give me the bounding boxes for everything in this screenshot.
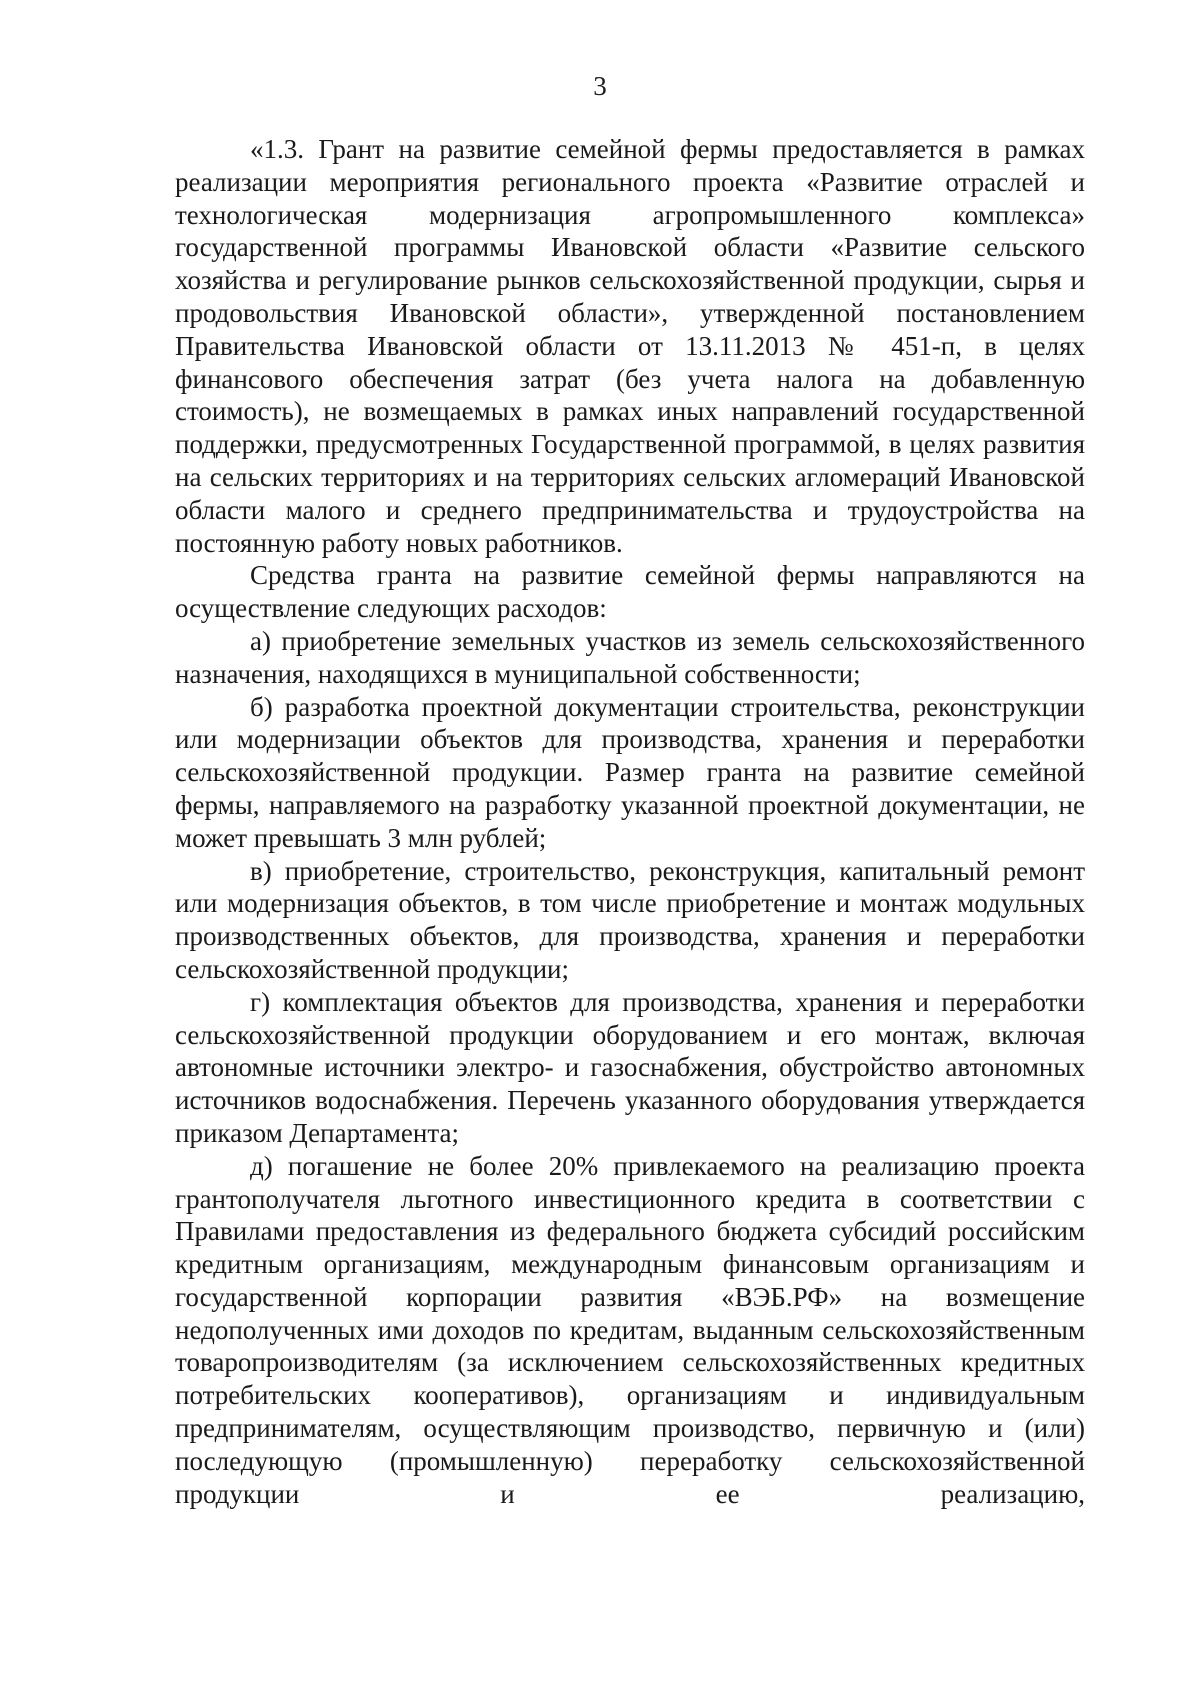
- document-body: [175, 133, 1085, 1510]
- paragraph-grant-expenses-intro: Средства гранта на развитие семейной фермы направляются на осуществление следующих расходов:: [175, 560, 1085, 624]
- list-item-a: а) приобретение земельных участков из земель сельскохозяйственного назначения, находящихся в муниципальной собственности;: [175, 625, 1085, 689]
- list-item-g: г) комплектация объектов для производства, хранения и переработки сельскохозяйственной продукции оборудованием и его монтаж, включая автономные источники электро- и газоснабжения, обустройство автономных источников водоснабжения. Перечень указанного оборудования утверждается приказом Департамента;: [175, 986, 1085, 1148]
- paragraph-1-3-grant-purpose: «1.3. Грант на развитие семейной фермы предоставляется в рамках реализации мероприятия регионального проекта «Развитие отраслей и технологическая модернизация агропромышленного комплекса» государственной программы Ивановской области «Развитие сельского хозяйства и регулирование рынков сельскохозяйственной продукции, сырья и продовольствия Ивановской области», утвержденной постановлением Правительства Ивановской области от 13.11.2013 № 451-п, в целях финансового обеспечения затрат (без учета налога на добавленную стоимость), не возмещаемых в рамках иных направлений государственной поддержки, предусмотренных Государственной программой, в целях развития на сельских территориях и на территориях сельских агломераций Ивановской области малого и среднего предпринимательства и трудоустройства на постоянную работу новых работников.: [175, 134, 1085, 558]
- list-item-v: в) приобретение, строительство, реконструкция, капитальный ремонт или модернизация объектов, в том числе приобретение и монтаж модульных производственных объектов, для производства, хранения и переработки сельскохозяйственной продукции;: [175, 855, 1085, 984]
- page-number: 3: [593, 71, 607, 101]
- list-item-b: б) разработка проектной документации строительства, реконструкции или модернизации объектов для производства, хранения и переработки сельскохозяйственной продукции. Размер гранта на развитие семейной фермы, направляемого на разработку указанной проектной документации, не может превышать 3 млн рублей;: [175, 691, 1085, 853]
- list-item-d: д) погашение не более 20% привлекаемого на реализацию проекта грантополучателя льготного инвестиционного кредита в соответствии с Правилами предоставления из федерального бюджета субсидий российским кредитным организациям, международным финансовым организациям и государственной корпорации развития «ВЭБ.РФ» на возмещение недополученных ими доходов по кредитам, выданным сельскохозяйственным товаропроизводителям (за исключением сельскохозяйственных кредитных потребительских кооперативов), организациям и индивидуальным предпринимателям, осуществляющим производство, первичную и (или) последующую (промышленную) переработку сельскохозяйственной продукции и ее реализацию,: [175, 1150, 1085, 1509]
